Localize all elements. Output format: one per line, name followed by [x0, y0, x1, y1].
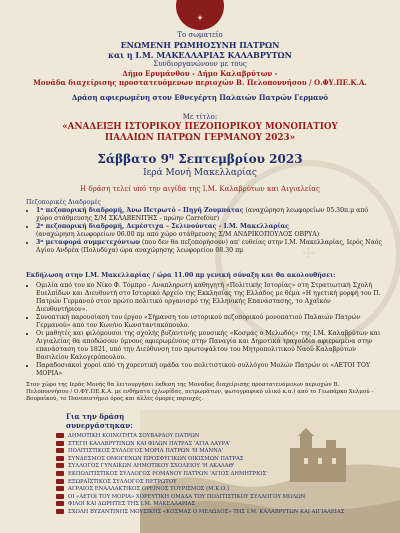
header-line-4: Συνδιοργανώνουν με τους [153, 60, 247, 68]
route-1-details: (αναχώρηση λεωφορείων 05.30π.μ από χώρο στάθμευσης Σ/Μ ΣΚΛΑΒΕΝΙΤΗΣ - πρώην Carrefour) [36, 207, 369, 222]
date-rest: Σεπτεμβρίου 2023 [174, 152, 303, 166]
route-3-details: (που δεν θα πεζοπορήσουν) απ' ευθείας στην Ι.Μ. Μακελλαρίας, Ιερός Ναός Αγίου Ανδρέα (Πολυδύχα) ώρα αναχώρησης λεωφορείου 08.30 πμ [36, 239, 382, 254]
header-line-6: Μονάδα διαχείρισης προστατευόμενων περιοχών Β. Πελοποννήσου / Ο.ΦΥ.ΠΕ.Κ.Α. [33, 78, 367, 87]
route-1 [36, 207, 382, 223]
sponsor-item: ΣΥΝΔΕΣΜΟΣ ΟΜΟΓΕΝΩΝ ΠΡΟΣΦΥΓΙΚΩΝ ΟΙΚΙΣΜΩΝ ΠΑΤΡΑΣ [56, 456, 256, 464]
sponsor-item: ΕΞΩΡΑΪΣΤΙΚΟΣ ΣΥΛΛΟΓΟΣ ΠΕΤΡΩΤΟΥ [56, 479, 256, 487]
header [0, 31, 400, 102]
event-item-1: • Ομιλία από τον κο Νίκο Φ. Τόμπρο - Αναπληρωτή καθηγητή «Πολιτικής Ιστορίας» στη Στρατιωτική Σχολή Ευελπίδων και Διευθυντή στο Ιστορικό Αρχείο της Εκκλησίας της Ελλάδος με θέμα «Η ηγετική μορφή του Π. Πατρών Γερμανού στον πρώτο πολιτικό οργανισμό της Ελληνικής Επανάστασης, το Αχαϊκόν Διευθυντήριον». [36, 282, 382, 314]
watermark-seal-icon: ☩ [215, 160, 400, 347]
event-item-3: • Οι μαθητές και φιλόμουσοι της σχολής βυζαντινής μουσικής «Κοσμάς ο Μελωδός» της Ι.Μ. Καλαβρύτων και Αιγιαλείας θα αποδώσουν ύμνους αφιερωμένους στην Παναγία και Δημοτικά τραγούδια αφιερωμένα στην επανάσταση του 1821, υπό την Διεύθυνση του πρωτοψάλτου του Μητροπολιτικού Ναού Καλαβρύτων Βασιλείου Καλογερόπουλου. [36, 330, 382, 362]
exhibition-note: Στον χώρο της Ιεράς Μονής θα λειτουργήσει έκθεση της Μονάδος διαχείρισης προστατευόμενων περιοχών Β. Πελοποννήσου / Ο.ΦΥ.ΠΕ.Κ.Α. με ενθήματα (χλωρίδας, πετρωμάτων, φωτογραφικό υλικό κ.α.) από το Γεωπάρκο Χελμού - Βουραϊκού, το Πανεπιστήμιο όρος και άλλες όμορες περιοχές. [26, 382, 374, 403]
route-3 [36, 239, 382, 255]
events-intro: Εκδήλωση στην Ι.Μ. Μακελλαρίας / ώρα 11.00 πμ γενική σύναξη και θα ακολουθήσει: [26, 272, 336, 279]
title-pre: Με τίτλο: [182, 113, 218, 121]
sponsor-logo-icon [56, 448, 64, 453]
route-2-details: (αναχώρηση λεωφορείων 06.00 πμ από χώρο στάθμευσης Σ/Μ ΑΝΔΡΙΚΟΠΟΥΛΟΣ ΟΒΡΥΑ) [36, 231, 320, 238]
header-line-1: Το σωματείο [177, 31, 223, 39]
sponsor-item: ΔΗΜΟΤΙΚΗ ΚΟΙΝΟΤΗΤΑ ΣΟΥΒΑΡΔΟΥ ΠΑΤΡΩΝ [56, 433, 256, 441]
routes-section [26, 199, 382, 255]
route-2 [36, 223, 382, 239]
sponsor-item: ΟΙ «ΑΕΤΟΙ ΤΟΥ ΜΟΡΙΑ» ΧΟΡΕΥΤΙΚΗ ΟΜΑΔΑ ΤΟΥ ΠΟΛΙΤΙΣΤΙΚΟΥ ΣΥΛΛΟΓΟΥ ΜΟΛΩΝ [56, 494, 256, 502]
sponsor-logo-icon [56, 471, 64, 476]
route-2-title: 2ⁿ πεζοπορική διαδρομή, Δεμέστιχα – Σελινούντας – Ι.Μ. Μακελλαρίας [36, 223, 290, 230]
sponsors-heading-1: Για την δράση [66, 412, 125, 421]
date-day: Σάββατο 9 [97, 152, 169, 166]
sponsor-item: ΣΧΟΛΗ ΒΥΖΑΝΤΙΝΗΣ ΜΟΥΣΙΚΗΣ «ΚΟΣΜΑΣ Ο ΜΕΛΩΔΟΣ» ΤΗΣ Ι.Μ. ΚΑΛΑΒΡΥΤΩΝ ΚΑΙ ΑΙΓΙΑΛΕΙΑΣ [56, 509, 256, 517]
sponsor-logo-icon [56, 441, 64, 446]
sponsor-logo-icon [56, 486, 64, 491]
sponsor-logo-icon [56, 501, 64, 506]
sponsor-item: ΣΥΛΛΟΓΟΣ ΓΥΝΑΙΚΩΝ ΔΗΜΟΤΙΚΟΥ ΣΧΟΛΕΙΟΥ 'Η ΑΚΑΛΑΘ' [56, 463, 256, 471]
routes-heading: Πεζοπορικές Διαδρομές [26, 199, 101, 206]
sponsor-logo-icon [56, 494, 64, 499]
header-line-3: και η Ι.Μ. ΜΑΚΕΛΛΑΡΙΑΣ ΚΑΛΑΒΡΥΤΩΝ [108, 50, 292, 60]
sponsors-heading-2: συνεργάστηκαν: [66, 421, 133, 430]
sponsor-logo-icon [56, 433, 64, 438]
sponsor-logo-icon [56, 456, 64, 461]
patronage-note: Η δράση τελεί υπό την αιγίδα της Ι.Μ. Καλαβρύτων και Αιγιαλείας [80, 185, 320, 193]
sponsor-item: ΑΓΡΑΙΟΣ ΕΝΑΛΛΑΚΤΙΚΟΣ ΟΡΕΙΝΟΣ ΤΟΥΡΙΣΜΟΣ (Μ.Κ.Ο.) [56, 486, 256, 494]
sponsor-logo-icon [56, 509, 64, 514]
event-item-4: • Παραδοσιακοί χοροί από τη χορευτική ομάδα του πολιτιστικού συλλόγου Μολών Πατρών οι «ΑΕΤΟΙ ΤΟΥ ΜΟΡΙΑ» [36, 362, 382, 378]
header-line-2: ΕΝΩΜΕΝΗ ΡΩΜΗΟΣΥΝΗ ΠΑΤΡΩΝ [120, 40, 280, 50]
sponsor-item: ΣΤΕΓΗ ΚΑΛΑΒΡΥΤΙΝΩΝ ΚΑΙ ΦΙΛΩΝ ΠΑΤΡΑΣ 'ΑΓΙΑ ΛΑΥΡΑ' [56, 441, 256, 449]
header-line-7: Δράση αφιερωμένη στον Εθνεγέρτη Παλαιών Πατρών Γερμανό [71, 93, 329, 102]
sponsor-logo-icon [56, 479, 64, 484]
events-section [26, 272, 382, 404]
sponsor-logo-icon [56, 463, 64, 468]
event-date [0, 148, 400, 167]
emblem-mark-icon: ✦ [196, 14, 204, 24]
header-line-5: Δήμο Ερυμάνθου - Δήμο Καλαβρύτων - [122, 69, 278, 78]
sponsor-item: ΦΙΛΟΙ ΚΑΙ ΔΩΡΗΤΕΣ ΤΗΣ Ι.Μ. ΜΑΚΕΛΛΑΡΙΑΣ [56, 501, 256, 509]
event-place: Ιερά Μονή Μακελλαρίας [143, 168, 257, 178]
route-3-title: 3ⁿ μεταφορά συμμετεχόντων [36, 239, 141, 246]
date-sup: η [168, 151, 175, 160]
association-emblem [176, 0, 224, 30]
title-main-2: ΠΑΛΑΙΩΝ ΠΑΤΡΩΝ ΓΕΡΜΑΝΟΥ 2023» [104, 133, 296, 143]
sponsor-item: ΕΚΠΟΛΙΤΙΣΤΙΚΟΣ ΣΥΛΛΟΓΟΣ ΡΟΜΑΝΟΥ ΠΑΤΡΩΝ 'ΑΓΙΟΣ ΔΗΜΗΤΡΙΟΣ' [56, 471, 256, 479]
title-block [0, 113, 400, 194]
route-1-title: 1ⁿ πεζοπορική διαδρομή, Άνω Πετρωτό – Πηγή Ζουμπάτας [36, 207, 244, 214]
event-item-2: • Συνοπτική παρουσίαση του έργου «Σήμανση του ιστορικού πεζοπορικού μονοπατιού Παλαιών Πατρών Γερμανού» από τον Κων/νο Κωνσταντακόπουλο. [36, 314, 382, 330]
sponsor-item: ΠΟΛΙΤΙΣΤΙΚΟΣ ΣΥΛΛΟΓΟΣ ΜΟΡΙΑ ΠΑΤΡΩΝ 'Η ΜΑΝΝΑ' [56, 448, 256, 456]
sponsors-section [56, 412, 345, 517]
title-main-1: «ΑΝΑΔΕΙΞΗ ΙΣΤΟΡΙΚΟΥ ΠΕΖΟΠΟΡΙΚΟΥ ΜΟΝΟΠΑΤΙΟΥ [62, 122, 338, 132]
